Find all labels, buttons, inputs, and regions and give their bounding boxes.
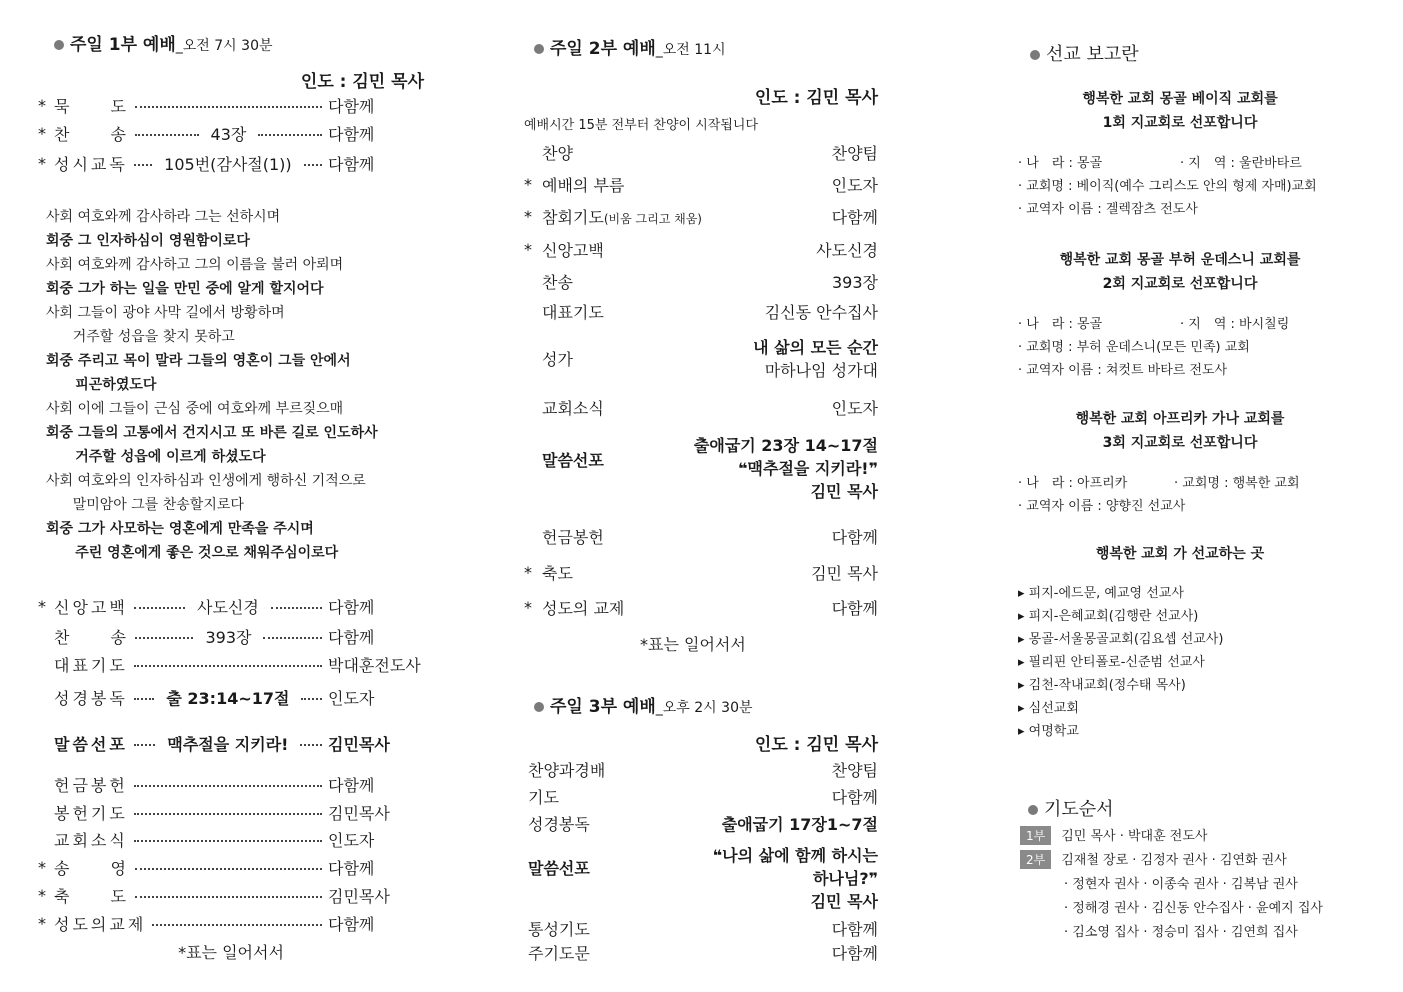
- asterisk-mark: *: [524, 207, 532, 226]
- sermon3-label: 말씀선포: [528, 859, 590, 878]
- order-item-value: 김민 목사: [811, 564, 878, 583]
- asterisk-mark: *: [38, 153, 46, 173]
- order-item-detail: 맥추절을 지키라!: [161, 732, 294, 755]
- order-item-person: 다함께: [328, 597, 375, 617]
- order-row: [528, 785, 878, 808]
- order-item-name: 찬 송: [54, 124, 129, 144]
- dot-leader: [134, 698, 155, 700]
- mission-place: ▸ 심선교회: [1018, 701, 1079, 716]
- dot-leader: [134, 813, 322, 815]
- reading-line: 사회 여호와께 감사하고 그의 이름을 불러 아뢰며: [46, 257, 344, 273]
- asterisk-mark: *: [524, 175, 532, 194]
- order-row: [524, 205, 878, 228]
- dot-leader: [300, 744, 322, 746]
- mission-place: ▸ 필리핀 안티폴로-신준범 선교사: [1018, 655, 1205, 670]
- order-item-name: 묵 도: [54, 96, 129, 116]
- mission-detail: · 나 라 : 아프리카: [1018, 476, 1128, 491]
- order-item-person: 다함께: [328, 627, 375, 647]
- service3-title: 주일 3부 예배: [550, 697, 656, 717]
- dot-leader: [134, 744, 156, 746]
- service2-news-row: [524, 396, 878, 419]
- order-item-name: 축도: [542, 564, 573, 583]
- anthem-title: 내 삶의 모든 순간: [753, 338, 878, 357]
- order-row: [38, 122, 424, 144]
- dot-leader: [263, 637, 322, 639]
- dot-leader: [135, 896, 322, 898]
- reading-line: 사회 여호와께 감사하라 그는 선하시며: [46, 209, 281, 225]
- mission-place: ▸ 여명학교: [1018, 724, 1079, 739]
- order-item-value: 찬양팀: [831, 144, 878, 163]
- order-row: [38, 653, 424, 675]
- order-item-value: 인도자: [831, 176, 878, 195]
- order-item-value: 다함께: [831, 208, 878, 227]
- order-item-name: 성도의교제: [54, 914, 147, 934]
- bullet-icon: [1030, 50, 1040, 60]
- news-label: 교회소식: [542, 399, 604, 418]
- order-item-label: 참회기도: [542, 208, 604, 227]
- mission-block-subheading: 1회 지교회로 선포합니다: [1102, 115, 1258, 131]
- order-row: [528, 917, 878, 940]
- order-row: [38, 686, 424, 708]
- order-item-name: 헌금봉헌: [54, 775, 128, 795]
- mission-detail: · 교역자 이름 : 쳐컷트 바타르 전도사: [1018, 363, 1228, 378]
- reading-line: 피곤하였도다: [46, 377, 157, 393]
- order-item-name: 신앙고백: [54, 597, 128, 617]
- prayer-row-1-text: 김민 목사 · 박대훈 전도사: [1061, 829, 1208, 844]
- service2-heading: [534, 34, 726, 59]
- order-item-value: 393장: [832, 273, 878, 292]
- asterisk-mark: *: [38, 123, 46, 143]
- asterisk-mark: *: [38, 596, 46, 616]
- prayer-heading: [1028, 795, 1114, 821]
- order-item-name: 찬양과경배: [528, 761, 606, 780]
- reading-line: 회중 그 인자하심이 영원함이로다: [46, 233, 250, 249]
- mission-block-heading: 행복한 교회 아프리카 가나 교회를: [1075, 411, 1285, 427]
- dot-leader: [134, 607, 185, 609]
- order-item-detail: 사도신경: [191, 595, 265, 618]
- asterisk-mark: *: [38, 95, 46, 115]
- reading-line: 거주할 성읍을 찾지 못하고: [46, 329, 235, 345]
- mission-detail: · 교역자 이름 : 겔렉잠츠 전도사: [1018, 202, 1198, 217]
- dot-leader: [135, 637, 194, 639]
- order-row: [38, 152, 424, 174]
- service1-title: 주일 1부 예배: [70, 35, 176, 55]
- order-row: [38, 595, 424, 617]
- news-value: 인도자: [831, 399, 878, 418]
- order-item-name: 찬 송: [54, 627, 129, 647]
- asterisk-mark: *: [38, 857, 46, 877]
- order-item-person: 다함께: [328, 858, 375, 878]
- sermon3-line1: ❝나의 삶에 함께 하시는: [712, 846, 878, 865]
- mission-detail: · 나 라 : 몽골: [1018, 317, 1103, 332]
- service1-time: _오전 7시 30분: [175, 38, 273, 54]
- sermon-preacher: 김민 목사: [810, 482, 878, 501]
- reading-line: 사회 그들이 광야 사막 길에서 방황하며: [46, 305, 285, 321]
- anthem-choir: 마하나임 성가대: [764, 361, 878, 380]
- mission-block-subheading: 2회 지교회로 선포합니다: [1102, 276, 1258, 292]
- bullet-icon: [534, 44, 544, 54]
- order-item-name: 통성기도: [528, 920, 590, 939]
- dot-leader: [135, 106, 322, 108]
- mission-block-subheading: 3회 지교회로 선포합니다: [1102, 435, 1258, 451]
- order-item-detail: 43장: [205, 122, 253, 145]
- dot-leader: [304, 164, 322, 166]
- order-row: [38, 884, 424, 906]
- service2-sermon-row: [524, 434, 878, 503]
- order-item-name: 대표기도: [54, 655, 128, 675]
- mission-place: ▸ 피지-은혜교회(김행란 선교사): [1018, 609, 1199, 624]
- order-item-label: 대표기도: [542, 303, 604, 322]
- order-item-label: 신앙고백: [542, 241, 604, 260]
- order-item-person: 다함께: [328, 96, 375, 116]
- order-item-person: 다함께: [328, 775, 375, 795]
- sermon-reference: 출애굽기 23장 14~17절: [693, 436, 878, 455]
- order-row: [38, 94, 424, 116]
- order-item-name: 성도의 교제: [542, 599, 625, 618]
- anthem-label: 성가: [542, 349, 573, 369]
- order-row: [524, 561, 878, 584]
- order-item-name: [542, 270, 832, 293]
- reading-line: 회중 주리고 목이 말라 그들의 영혼이 그들 안에서: [46, 353, 351, 369]
- order-row: [524, 525, 878, 548]
- order-item-value: 찬양팀: [831, 761, 878, 780]
- service2-leader: 인도 : 김민 목사: [754, 88, 878, 108]
- bullet-icon: [54, 40, 64, 50]
- mission-block-heading: 행복한 교회 몽골 부허 운데스니 교회를: [1059, 252, 1301, 268]
- order-item-detail: 105번(감사절(1)): [158, 152, 298, 175]
- order-item-name: 교회소식: [54, 830, 128, 850]
- sermon3-preacher: 김민 목사: [810, 892, 878, 911]
- prayer-line: · 정해경 권사 · 김신동 안수집사 · 윤예지 집사: [1064, 901, 1323, 916]
- order-row: [524, 141, 878, 164]
- mission-detail: · 교회명 : 행복한 교회: [1174, 476, 1300, 491]
- order-item-label: 예배의 부름: [542, 176, 625, 195]
- sermon3-line2: 하나님?❞: [812, 869, 878, 888]
- order-item-person: 인도자: [328, 688, 375, 708]
- order-item-person: 김민목사: [328, 734, 390, 754]
- reading-line: 주린 영혼에게 좋은 것으로 채워주심이로다: [46, 545, 339, 561]
- dot-leader: [134, 665, 322, 667]
- order-item-person: 다함께: [328, 914, 375, 934]
- sermon-title: ❝맥추절을 지키라!❞: [738, 459, 878, 478]
- dot-leader: [301, 698, 322, 700]
- asterisk-mark: *: [38, 913, 46, 933]
- reading-line: 사회 이에 그들이 근심 중에 여호와께 부르짖으매: [46, 401, 344, 417]
- service3-time: _오후 2시 30분: [655, 700, 753, 716]
- order-row: [528, 941, 878, 964]
- service2-title: 주일 2부 예배: [550, 39, 656, 59]
- order-item-name: 기도: [528, 788, 559, 807]
- prayer-row-1: [1020, 825, 1207, 845]
- order-row: [38, 625, 424, 647]
- order-row: [38, 828, 424, 850]
- order-item-person: 인도자: [328, 830, 375, 850]
- prayer-title: 기도순서: [1044, 799, 1114, 820]
- bullet-icon: [534, 702, 544, 712]
- order-item-name: 성경봉독: [528, 815, 590, 834]
- dot-leader: [258, 134, 322, 136]
- order-item-value: 다함께: [831, 528, 878, 547]
- order-item-name: [542, 300, 765, 323]
- order-item-name: 성시교독: [54, 154, 128, 174]
- dot-leader: [134, 785, 322, 787]
- order-row: [528, 758, 878, 781]
- mission-place: ▸ 피지-에드문, 예교영 선교사: [1018, 586, 1184, 601]
- mission-detail: · 지 역 : 바시칠링: [1180, 317, 1290, 332]
- order-item-name: 송 영: [54, 858, 129, 878]
- order-row: [38, 732, 424, 754]
- service3-leader: 인도 : 김민 목사: [754, 735, 878, 755]
- order-row: [524, 596, 878, 619]
- order-row: [38, 856, 424, 878]
- order-item-name: [542, 205, 832, 228]
- order-row: [38, 912, 424, 934]
- service1-leader: 인도 : 김민 목사: [300, 72, 424, 92]
- order-item-label: 찬송: [542, 273, 573, 292]
- order-item-subtitle: (비움 그리고 채움): [603, 212, 702, 226]
- reading-line: 사회 여호와의 인자하심과 인생에게 행하신 기적으로: [46, 473, 366, 489]
- order-item-value: 다함께: [831, 944, 878, 963]
- order-item-detail: 출 23:14~17절: [160, 686, 295, 709]
- order-item-name: 말씀선포: [54, 734, 128, 754]
- dot-leader: [271, 607, 322, 609]
- order-item-person: 다함께: [328, 154, 375, 174]
- dot-leader: [134, 164, 152, 166]
- order-item-name: [542, 141, 832, 164]
- mission-place: ▸ 몽골-서울몽골교회(김요셉 선교사): [1018, 632, 1224, 647]
- order-item-name: 축 도: [54, 886, 129, 906]
- dot-leader: [135, 868, 322, 870]
- dot-leader: [134, 840, 322, 842]
- order-item-name: 봉헌기도: [54, 803, 128, 823]
- reading-line: 회중 그가 하는 일을 만민 중에 알게 할지어다: [46, 281, 324, 297]
- reading-line: 거주할 성읍에 이르게 하셨도다: [46, 449, 266, 465]
- bullet-icon: [1028, 805, 1038, 815]
- order-row: [528, 812, 878, 835]
- order-item-person: 다함께: [328, 124, 375, 144]
- mission-place: ▸ 김천-작내교회(정수태 목사): [1018, 678, 1186, 693]
- mission-places-heading: 행복한 교회 가 선교하는 곳: [1095, 546, 1265, 562]
- order-item-value: 출애굽기 17장1~7절: [721, 815, 878, 834]
- prayer-row-2: [1020, 849, 1287, 869]
- order-item-value: 다함께: [831, 920, 878, 939]
- asterisk-mark: *: [38, 885, 46, 905]
- service3-heading: [534, 692, 753, 717]
- sermon-label: 말씀선포: [542, 451, 604, 470]
- order-item-person: 김민목사: [328, 886, 390, 906]
- reading-line: 회중 그들의 고통에서 건지시고 또 바른 길로 인도하사: [46, 425, 378, 441]
- order-item-detail: 393장: [199, 625, 257, 648]
- order-item-value: 사도신경: [816, 241, 878, 260]
- order-row: [524, 238, 878, 261]
- order-row: [524, 173, 878, 196]
- mission-title: 선교 보고란: [1046, 44, 1139, 65]
- service1-footnote: *표는 일어서서: [178, 943, 284, 962]
- order-item-person: 김민목사: [328, 803, 390, 823]
- order-row: [524, 270, 878, 293]
- mission-detail: · 나 라 : 몽골: [1018, 156, 1103, 171]
- prayer-row-2-text: 김재철 장로 · 김정자 권사 · 김연화 권사: [1061, 853, 1287, 868]
- reading-line: 말미암아 그를 찬송할지로다: [46, 497, 244, 513]
- dot-leader: [152, 924, 322, 926]
- prayer-line: · 정현자 권사 · 이종숙 권사 · 김복남 권사: [1064, 877, 1298, 892]
- order-item-value: 김신동 안수집사: [764, 303, 878, 322]
- reading-line: 회중 그가 사모하는 영혼에게 만족을 주시며: [46, 521, 314, 537]
- mission-detail: · 교회명 : 베이직(예수 그리스도 안의 형제 자매)교회: [1018, 179, 1317, 194]
- asterisk-mark: *: [524, 563, 532, 582]
- mission-heading: [1030, 40, 1139, 66]
- order-row: [38, 773, 424, 795]
- service2-footnote: *표는 일어서서: [640, 635, 746, 654]
- order-item-name: 주기도문: [528, 944, 590, 963]
- mission-block-heading: 행복한 교회 몽골 베이직 교회를: [1082, 91, 1278, 107]
- prayer-line: · 김소영 집사 · 정승미 집사 · 김연희 집사: [1064, 925, 1298, 940]
- order-item-label: 찬양: [542, 144, 573, 163]
- mission-detail: · 교역자 이름 : 양향진 선교사: [1018, 499, 1186, 514]
- asterisk-mark: *: [524, 598, 532, 617]
- service1-badge: 1부: [1020, 826, 1051, 845]
- order-item-value: 다함께: [831, 788, 878, 807]
- order-row: [524, 300, 878, 323]
- order-row: [38, 801, 424, 823]
- mission-detail: · 교회명 : 부허 운데스니(모든 민족) 교회: [1018, 340, 1250, 355]
- mission-detail: · 지 역 : 울란바타르: [1180, 156, 1302, 171]
- order-item-name: [542, 238, 816, 261]
- asterisk-mark: *: [524, 240, 532, 259]
- service2-anthem-row: [524, 336, 878, 380]
- service2-notice: 예배시간 15분 전부터 찬양이 시작됩니다: [524, 118, 758, 133]
- service2-time: _오전 11시: [655, 42, 726, 58]
- order-item-person: 박대훈전도사: [328, 655, 421, 675]
- order-item-name: [542, 173, 832, 196]
- order-item-name: 헌금봉헌: [542, 528, 604, 547]
- dot-leader: [135, 134, 199, 136]
- order-item-value: 다함께: [831, 599, 878, 618]
- service3-sermon-row: [528, 844, 878, 913]
- order-item-name: 성경봉독: [54, 688, 128, 708]
- service1-heading: [54, 30, 273, 55]
- service2-badge: 2부: [1020, 850, 1051, 869]
